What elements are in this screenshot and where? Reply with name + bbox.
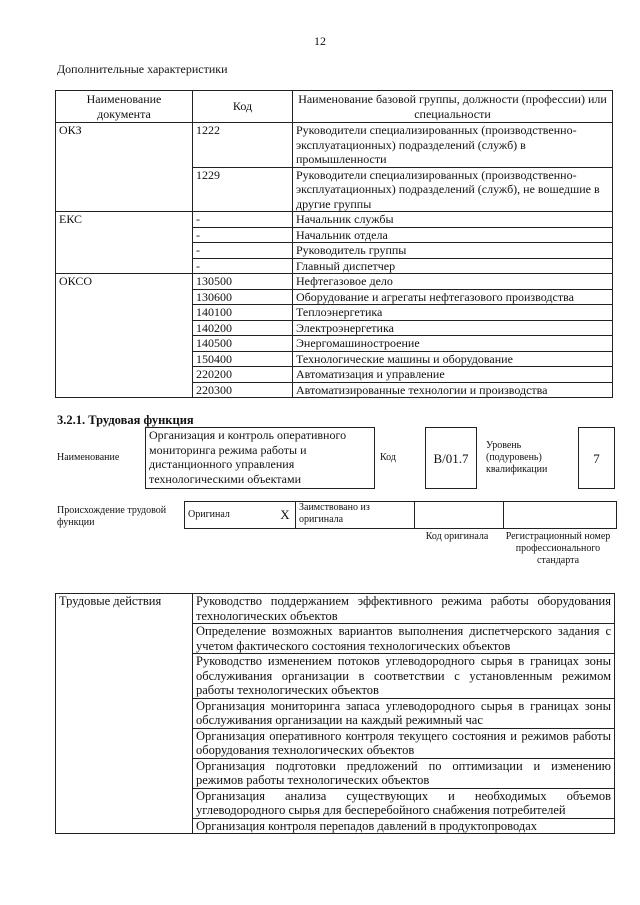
function-code-box: B/01.7 — [425, 427, 477, 489]
labor-actions-table — [55, 593, 615, 834]
level-box: 7 — [578, 427, 615, 489]
code-cell: - — [193, 212, 293, 228]
name-label: Наименование — [57, 452, 120, 463]
group-name-cell: Технологические машины и оборудование — [293, 351, 613, 367]
group-name-cell: Нефтегазовое дело — [293, 274, 613, 290]
code-cell: - — [193, 243, 293, 259]
group-name-cell: Руководители специализированных (производственно-эксплуатационных) подразделений (служб), не вошедшие в другие группы — [293, 167, 613, 212]
header-group-name: Наименование базовой группы, должности (профессии) или специальности — [293, 91, 613, 123]
origin-row — [185, 502, 617, 529]
code-original-cell — [415, 502, 504, 529]
code-cell: 1229 — [193, 167, 293, 212]
page-number: 12 — [314, 34, 326, 48]
original-mark: X — [275, 502, 296, 529]
document-cell: ОКЗ — [56, 123, 193, 212]
code-cell: - — [193, 227, 293, 243]
code-cell: - — [193, 258, 293, 274]
additional-characteristics-table — [55, 90, 613, 398]
code-cell: 130500 — [193, 274, 293, 290]
origin-label: Происхождение трудовой функции — [57, 505, 167, 528]
code-cell: 220300 — [193, 382, 293, 398]
origin-table — [184, 501, 617, 529]
document-cell: ЕКС — [56, 212, 193, 274]
code-cell: 1222 — [193, 123, 293, 168]
labor-action-text: Руководство поддержанием эффективного режима работы оборудования технологических объектов — [193, 594, 615, 624]
group-name-cell: Автоматизированные технологии и производства — [293, 382, 613, 398]
labor-action-text: Организация оперативного контроля текущего состояния и режимов работы оборудования технологических объектов — [193, 728, 615, 758]
group-name-cell: Начальник отдела — [293, 227, 613, 243]
reg-number-label: Регистрационный номер профессионального стандарта — [505, 531, 611, 566]
labor-action-text: Организация контроля перепадов давлений в продуктопроводах — [193, 818, 615, 834]
labor-action-text: Руководство изменением потоков углеводородного сырья в границах зоны обслуживания организации в соответствии с установленным режимом работы технологических объектов — [193, 654, 615, 699]
labor-action-text: Организация анализа существующих и необходимых объемов углеводородного сырья для бесперебойного снабжения потребителей — [193, 788, 615, 818]
group-name-cell: Оборудование и агрегаты нефтегазового производства — [293, 289, 613, 305]
list-item — [56, 594, 615, 624]
code-cell: 150400 — [193, 351, 293, 367]
table-row — [56, 212, 613, 228]
code-label: Код — [380, 452, 396, 463]
code-cell: 140500 — [193, 336, 293, 352]
code-cell: 220200 — [193, 367, 293, 383]
code-cell: 140100 — [193, 305, 293, 321]
group-name-cell: Руководитель группы — [293, 243, 613, 259]
labor-actions-body — [56, 594, 615, 834]
group-name-cell: Руководители специализированных (производственно-эксплуатационных) подразделений (служб) в промышленности — [293, 123, 613, 168]
group-name-cell: Главный диспетчер — [293, 258, 613, 274]
code-cell: 140200 — [193, 320, 293, 336]
labor-action-text: Организация мониторинга запаса углеводородного сырья в границах зоны обслуживания организации на каждый режимный час — [193, 698, 615, 728]
code-original-label: Код оригинала — [425, 531, 489, 542]
group-name-cell: Энергомашиностроение — [293, 336, 613, 352]
reg-number-cell — [504, 502, 617, 529]
code-cell: 130600 — [193, 289, 293, 305]
function-name-box: Организация и контроль оперативного мониторинга режима работы и дистанционного управления технологическими объектами — [145, 427, 375, 489]
header-code: Код — [193, 91, 293, 123]
level-label: Уровень (подуровень) квалификации — [486, 440, 548, 475]
table-header-row — [56, 91, 613, 123]
section-title: 3.2.1. Трудовая функция — [57, 413, 194, 427]
additional-table-body — [56, 123, 613, 398]
borrowed-label: Заимствовано из оригинала — [296, 502, 415, 529]
labor-action-text: Определение возможных вариантов выполнения диспетчерского задания с учетом фактического состояния технологических объектов — [193, 624, 615, 654]
original-label: Оригинал — [185, 502, 276, 529]
group-name-cell: Электроэнергетика — [293, 320, 613, 336]
group-name-cell: Автоматизация и управление — [293, 367, 613, 383]
labor-action-text: Организация подготовки предложений по оптимизации и изменению режимов работы технологических объектов — [193, 758, 615, 788]
table-row — [56, 274, 613, 290]
group-name-cell: Теплоэнергетика — [293, 305, 613, 321]
labor-actions-label: Трудовые действия — [56, 594, 193, 834]
header-document: Наименование документа — [56, 91, 193, 123]
additional-characteristics-title: Дополнительные характеристики — [57, 62, 228, 76]
table-row — [56, 123, 613, 168]
group-name-cell: Начальник службы — [293, 212, 613, 228]
document-cell: ОКСО — [56, 274, 193, 398]
